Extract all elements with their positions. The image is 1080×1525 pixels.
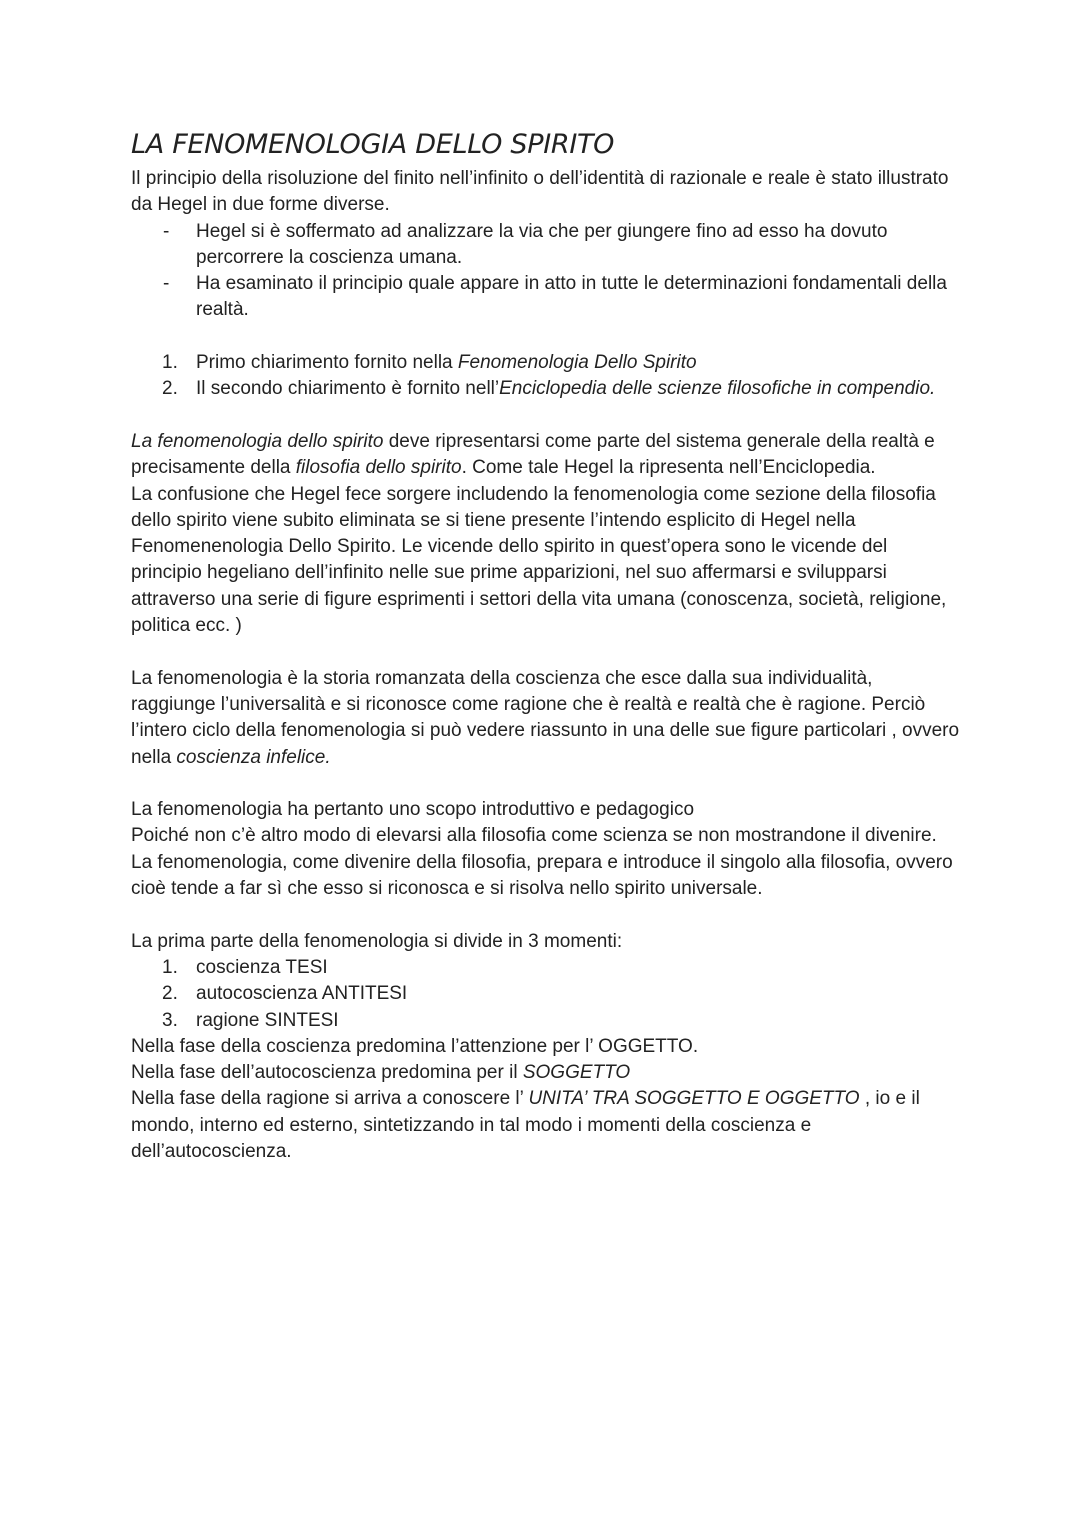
- list-item-text: Il secondo chiarimento è fornito nell’: [196, 378, 500, 400]
- list-item-text: autocoscienza ANTITESI: [196, 983, 408, 1005]
- list-item: [163, 271, 961, 324]
- phase-coscienza: Nella fase della coscienza predomina l’attenzione per l’ OGGETTO.: [131, 1035, 699, 1057]
- spacer: [131, 902, 961, 928]
- body-text: . Come tale Hegel la ripresenta nell’Enciclopedia.: [461, 457, 876, 479]
- dash-list: [131, 219, 961, 324]
- spacer: [131, 324, 961, 350]
- moments-intro: La prima parte della fenomenologia si divide in 3 momenti:: [131, 930, 623, 952]
- body-text: La fenomenologia è la storia romanzata della coscienza che esce dalla sua individualità, raggiunge l’universalità e si riconosce come ragione che è realtà e realtà che è ragione. Perciò l’intero ciclo della fenomenologia si può vedere riassunto in una delle sue figure particolari , ovvero nella: [131, 667, 960, 768]
- phase-autocoscienza: [131, 1060, 961, 1086]
- italic-text: UNITA’ TRA SOGGETTO E OGGETTO: [528, 1088, 860, 1110]
- list-item-italic: Enciclopedia delle scienze filosofiche in compendio.: [499, 378, 936, 400]
- paragraph-singolo: La fenomenologia, come divenire della filosofia, prepara e introduce il singolo alla filosofia, ovvero cioè tende a far sì che esso si riconosca e si risolva nello spirito universale.: [131, 851, 953, 900]
- list-item: [163, 219, 961, 272]
- list-item: [162, 955, 961, 981]
- list-dash: -: [163, 273, 170, 295]
- clarification-list: [131, 350, 961, 403]
- phase-ragione: [131, 1086, 961, 1165]
- list-number: 1.: [162, 352, 178, 374]
- list-item-text: Ha esaminato il principio quale appare in atto in tutte le determinazioni fondamentali della realtà.: [196, 273, 947, 321]
- italic-text: coscienza infelice.: [176, 746, 331, 768]
- list-item: [162, 1008, 961, 1034]
- list-item: [162, 350, 961, 376]
- page-title: LA FENOMENOLOGIA DELLO SPIRITO: [131, 129, 615, 160]
- list-item-text: coscienza TESI: [196, 956, 328, 978]
- list-number: 2.: [162, 983, 178, 1005]
- paragraph-confusione: La confusione che Hegel fece sorgere includendo la fenomenologia come sezione della filosofia dello spirito viene subito eliminata se si tiene presente l’intendo esplicito di Hegel nella Fenomenenologia Dello Spirito. Le vicende dello spirito in quest’opera sono le vicende del principio hegeliano dell’infinito nelle sue prime apparizioni, nel suo affermarsi e svilupparsi attraverso una serie di figure esprimenti i settori della vita umana (conoscenza, società, religione, politica ecc. ): [131, 483, 947, 637]
- paragraph-sistema: [131, 429, 961, 482]
- body-text: Nella fase della ragione si arriva a conoscere l’: [131, 1088, 529, 1110]
- body-text: , io e il mondo, interno ed esterno, sintetizzando in tal modo i momenti della coscienza e dell’autocoscienza.: [131, 1088, 920, 1162]
- body-text: Nella fase dell’autocoscienza predomina per il: [131, 1062, 523, 1084]
- list-number: 1.: [162, 956, 178, 978]
- list-number: 2.: [162, 378, 178, 400]
- list-item-text: ragione SINTESI: [196, 1009, 339, 1031]
- paragraph-scopo: La fenomenologia ha pertanto uno scopo introduttivo e pedagogico: [131, 799, 695, 821]
- list-number: 3.: [162, 1009, 178, 1031]
- paragraph-storia: [131, 666, 961, 771]
- list-item: [162, 981, 961, 1007]
- list-dash: -: [163, 220, 170, 242]
- list-item-text: Primo chiarimento fornito nella: [196, 352, 458, 374]
- list-item-italic: Fenomenologia Dello Spirito: [457, 352, 697, 374]
- spacer: [131, 771, 961, 797]
- italic-text: filosofia dello spirito: [295, 457, 462, 479]
- list-item-text: Hegel si è soffermato ad analizzare la via che per giungere fino ad esso ha dovuto percorrere la coscienza umana.: [196, 220, 888, 268]
- list-item: [162, 376, 961, 402]
- paragraph-divenire: Poiché non c’è altro modo di elevarsi alla filosofia come scienza se non mostrandone il divenire.: [131, 825, 937, 847]
- spacer: [131, 639, 961, 665]
- italic-text: SOGGETTO: [522, 1062, 631, 1084]
- moments-list: [131, 955, 961, 1034]
- intro-paragraph: Il principio della risoluzione del finito nell’infinito o dell’identità di razionale e reale è stato illustrato da Hegel in due forme diverse.: [131, 168, 949, 216]
- body-text: deve ripresentarsi come parte del sistema generale della realtà e precisamente della: [131, 430, 935, 479]
- document-page: [131, 128, 961, 1165]
- spacer: [131, 403, 961, 429]
- italic-text: La fenomenologia dello spirito: [131, 430, 384, 452]
